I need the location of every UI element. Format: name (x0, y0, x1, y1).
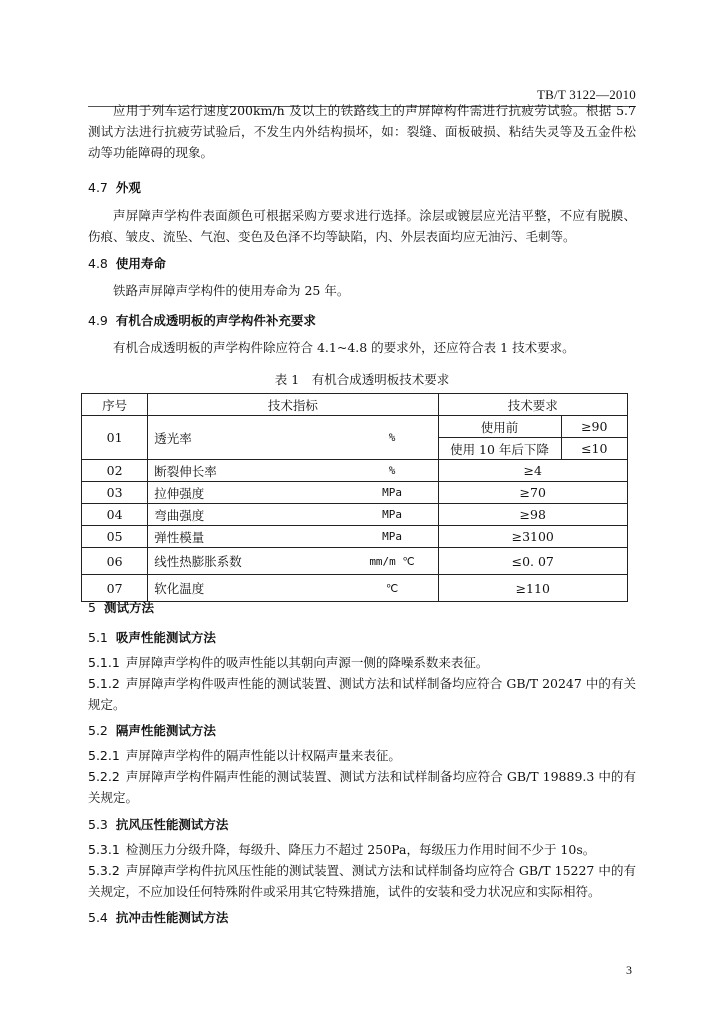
section-number: 4.9 (88, 313, 108, 328)
row-value: ≤10 (561, 438, 627, 460)
section-title: 测试方法 (103, 600, 154, 615)
section-title: 抗风压性能测试方法 (115, 817, 229, 832)
row-value: ≥4 (438, 460, 628, 482)
row-num: 02 (82, 460, 148, 482)
clause-number: 5.2.2 (88, 769, 120, 784)
table-row (82, 575, 628, 602)
row-value: ≥3100 (438, 526, 628, 548)
section-4-8-heading (88, 254, 166, 272)
table-row (82, 460, 628, 482)
row-value: ≥98 (438, 504, 628, 526)
table-row (82, 504, 628, 526)
row-condition: 使用前 (438, 416, 561, 438)
row-value: ≥90 (561, 416, 627, 438)
clause-number: 5.1.2 (88, 676, 120, 691)
clause-5-1-1 (88, 652, 636, 673)
clause-5-3-1 (88, 839, 636, 860)
clause-5-3-2 (88, 860, 636, 902)
section-4-7-heading (88, 178, 141, 196)
clause-5-2-1 (88, 745, 636, 766)
header-num: 序号 (82, 394, 148, 416)
row-num: 05 (82, 526, 148, 548)
section-5-2-heading (88, 721, 216, 739)
row-value: ≥110 (438, 575, 628, 602)
clause-5-2-2 (88, 766, 636, 808)
row-name: 线性热膨胀系数 (148, 548, 347, 575)
clause-number: 5.2.1 (88, 748, 120, 763)
table-row (82, 548, 628, 575)
document-code: TB/T 3122—2010 (537, 87, 636, 102)
row-num: 03 (82, 482, 148, 504)
section-title: 吸声性能测试方法 (115, 630, 216, 645)
clause-text: 检测压力分级升降，每级升、降压力不超过 250Pa，每级压力作用时间不少于 10s。 (125, 842, 596, 857)
section-title: 使用寿命 (115, 256, 166, 271)
row-name: 弹性模量 (148, 526, 347, 548)
row-num: 04 (82, 504, 148, 526)
spec-table (81, 393, 628, 602)
row-name: 透光率 (148, 416, 347, 460)
row-num: 01 (82, 416, 148, 460)
clause-5-1-2 (88, 673, 636, 715)
row-unit: MPa (347, 526, 438, 548)
section-5-4-heading (88, 908, 228, 926)
clause-text: 声屏障声学构件隔声性能的测试装置、测试方法和试样制备均应符合 GB/T 19889.3 中的有关规定。 (88, 769, 636, 805)
row-num: 07 (82, 575, 148, 602)
clause-number: 5.3.2 (88, 863, 120, 878)
table-header-row (82, 394, 628, 416)
section-5-1-heading (88, 628, 216, 646)
section-number: 5 (88, 600, 96, 615)
section-5-3-heading (88, 815, 228, 833)
row-unit: % (347, 460, 438, 482)
clause-text: 声屏障声学构件的吸声性能以其朝向声源一侧的降噪系数来表征。 (125, 655, 489, 670)
row-name: 软化温度 (148, 575, 347, 602)
row-unit: mm/m ℃ (347, 548, 438, 575)
section-title: 外观 (115, 180, 141, 195)
row-unit: ℃ (347, 575, 438, 602)
header-requirement: 技术要求 (438, 394, 628, 416)
section-title: 抗冲击性能测试方法 (115, 910, 229, 925)
section-number: 5.4 (88, 910, 108, 925)
header-indicator: 技术指标 (148, 394, 438, 416)
row-value: ≥70 (438, 482, 628, 504)
section-title: 隔声性能测试方法 (115, 723, 216, 738)
section-number: 5.3 (88, 817, 108, 832)
section-number: 4.7 (88, 180, 108, 195)
row-name: 拉伸强度 (148, 482, 347, 504)
section-title: 有机合成透明板的声学构件补充要求 (115, 313, 316, 328)
clause-number: 5.3.1 (88, 842, 120, 857)
clause-number: 5.1.1 (88, 655, 120, 670)
section-number: 5.2 (88, 723, 108, 738)
section-number: 4.8 (88, 256, 108, 271)
table-row (82, 482, 628, 504)
section-4-8-text: 铁路声屏障声学构件的使用寿命为 25 年。 (113, 283, 350, 298)
table-row (82, 526, 628, 548)
clause-text: 声屏障声学构件的隔声性能以计权隔声量来表征。 (125, 748, 401, 763)
section-5-heading (88, 598, 154, 616)
clause-text: 声屏障声学构件抗风压性能的测试装置、测试方法和试样制备均应符合 GB/T 15227 中的有关规定，不应加设任何特殊附件或采用其它特殊措施，试件的安装和受力状况应和实际相符。 (88, 863, 636, 899)
row-unit: MPa (347, 504, 438, 526)
section-4-9-heading (88, 311, 316, 329)
page-number: 3 (626, 963, 632, 977)
intro-paragraph: 应用于列车运行速度200km/h 及以上的铁路线上的声屏障构件需进行抗疲劳试验。根据 5.7 测试方法进行抗疲劳试验后，不发生内外结构损坏，如：裂缝、面板破损、粘结失灵等及五金件松动等功能障碍的现象。 (88, 103, 636, 160)
section-4-9-text: 有机合成透明板的声学构件除应符合 4.1~4.8 的要求外，还应符合表 1 技术要求。 (113, 340, 575, 355)
clause-text: 声屏障声学构件吸声性能的测试装置、测试方法和试样制备均应符合 GB/T 20247 中的有关规定。 (88, 676, 636, 712)
section-number: 5.1 (88, 630, 108, 645)
row-unit: % (347, 416, 438, 460)
row-name: 断裂伸长率 (148, 460, 347, 482)
row-value: ≤0. 07 (438, 548, 628, 575)
row-name: 弯曲强度 (148, 504, 347, 526)
table-caption: 表 1 有机合成透明板技术要求 (274, 372, 450, 387)
row-condition: 使用 10 年后下降 (438, 438, 561, 460)
table-row (82, 416, 628, 438)
section-4-7-text: 声屏障声学构件表面颜色可根据采购方要求进行选择。涂层或镀层应光洁平整，不应有脱膜、伤痕、皱皮、流坠、气泡、变色及色泽不均等缺陷，内、外层表面均应无油污、毛刺等。 (88, 208, 636, 244)
row-num: 06 (82, 548, 148, 575)
row-unit: MPa (347, 482, 438, 504)
